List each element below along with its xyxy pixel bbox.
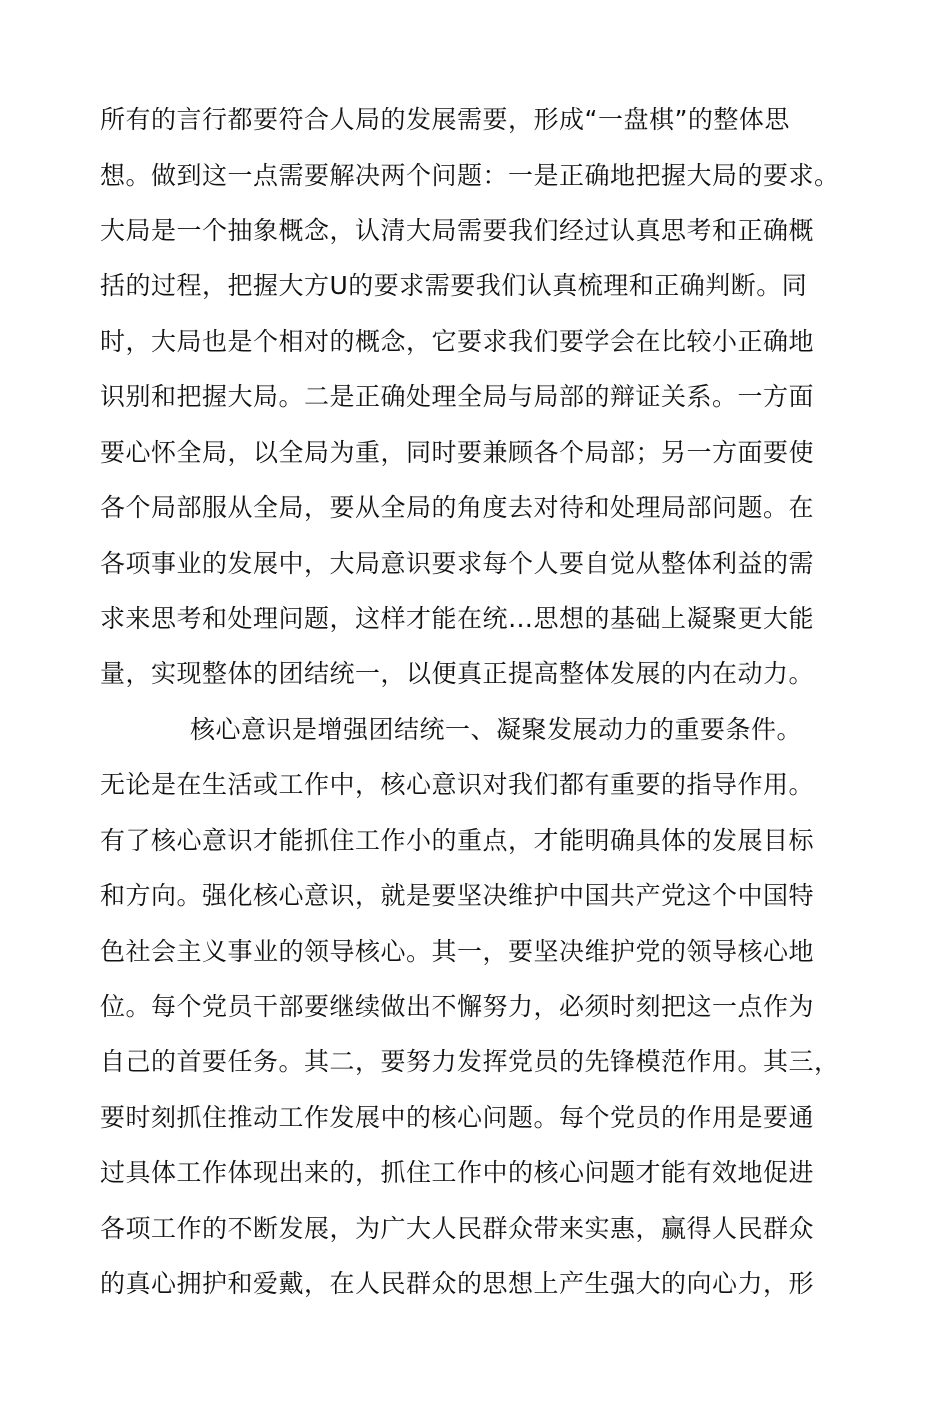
text-line: 各项事业的发展中，大局意识要求每个人要自觉从整体利益的需 — [100, 549, 815, 578]
text-line: 有了核心意识才能抓住工作小的重点，才能明确具体的发展目标 — [100, 826, 815, 855]
text-line: 要时刻抓住推动工作发展中的核心问题。每个党员的作用是要通 — [100, 1103, 815, 1132]
text-line: 要心怀全局，以全局为重，同时要兼顾各个局部；另一方面要使 — [100, 438, 815, 467]
text-line: 和方向。强化核心意识，就是要坚决维护中国共产党这个中国特 — [100, 881, 815, 910]
text-line: 过具体工作体现出来的，抓住工作中的核心问题才能有效地促进 — [100, 1158, 815, 1187]
text-line: 时，大局也是个相对的概念，它要求我们要学会在比较小正确地 — [100, 327, 815, 356]
text-line: 求来思考和处理问题，这样才能在统…思想的基础上凝聚更大能 — [100, 604, 815, 633]
text-line: 所有的言行都要符合人局的发展需要，形成“一盘棋”的整体思 — [100, 105, 790, 134]
text-line: 色社会主义事业的领导核心。其一，要坚决维护党的领导核心地 — [100, 937, 815, 966]
text-line: 各项工作的不断发展，为广大人民群众带来实惠，赢得人民群众 — [100, 1214, 815, 1243]
text-line: 无论是在生活或工作中，核心意识对我们都有重要的指导作用。 — [100, 770, 815, 799]
text-line: 想。做到这一点需要解决两个问题：一是正确地把握大局的要求。 — [100, 161, 840, 190]
text-line: 大局是一个抽象概念，认清大局需要我们经过认真思考和正确概 — [100, 216, 815, 245]
text-line: 括的过程，把握大方U的要求需要我们认真梳理和正确判断。同 — [100, 271, 808, 300]
text-line: 位。每个党员干部要继续做出不懈努力，必须时刻把这一点作为 — [100, 992, 815, 1021]
text-line: 的真心拥护和爱戴，在人民群众的思想上产生强大的向心力，形 — [100, 1269, 815, 1298]
text-line: 各个局部服从全局，要从全局的角度去对待和处理局部问题。在 — [100, 493, 815, 522]
text-line: 自己的首要任务。其二，要努力发挥党员的先锋模范作用。其三， — [100, 1047, 840, 1076]
paragraph-first-line: 核心意识是增强团结统一、凝聚发展动力的重要条件。 — [190, 715, 803, 744]
text-line: 识别和把握大局。二是正确处理全局与局部的辩证关系。一方面 — [100, 382, 815, 411]
text-line: 量，实现整体的团结统一，以便真正提高整体发展的内在动力。 — [100, 659, 815, 688]
